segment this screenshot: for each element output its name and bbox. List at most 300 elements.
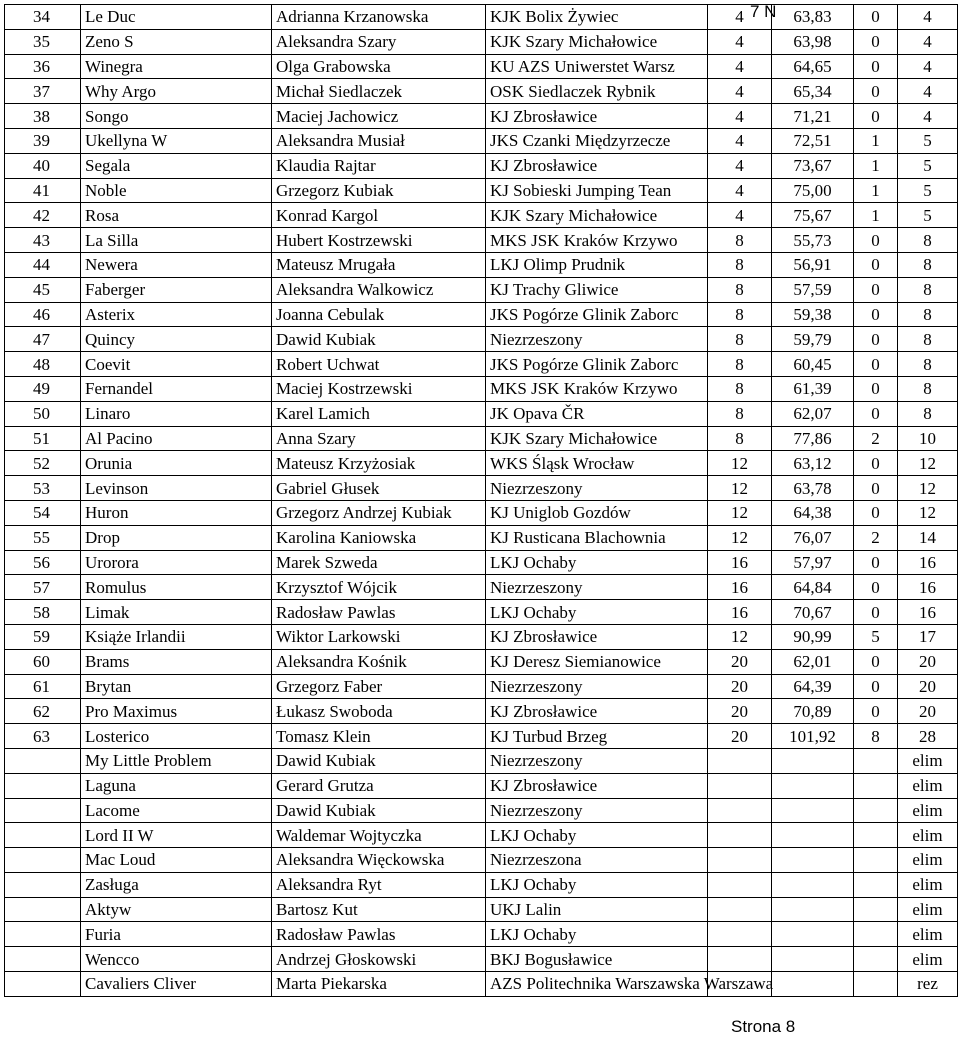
table-row bbox=[5, 228, 958, 253]
cell-total: 8 bbox=[898, 252, 958, 277]
cell-time: 75,00 bbox=[772, 178, 854, 203]
cell-time bbox=[772, 823, 854, 848]
cell-horse: Rosa bbox=[81, 203, 272, 228]
table-row bbox=[5, 376, 958, 401]
cell-place: 56 bbox=[5, 550, 81, 575]
cell-penalty-1: 20 bbox=[708, 699, 772, 724]
cell-rider: Dawid Kubiak bbox=[272, 798, 486, 823]
cell-rider: Andrzej Głoskowski bbox=[272, 947, 486, 972]
cell-penalty-1: 4 bbox=[708, 5, 772, 30]
cell-rider: Wiktor Larkowski bbox=[272, 624, 486, 649]
cell-horse: Al Pacino bbox=[81, 426, 272, 451]
cell-place: 37 bbox=[5, 79, 81, 104]
table-row bbox=[5, 872, 958, 897]
table-row bbox=[5, 153, 958, 178]
cell-club: JKS Pogórze Glinik Zaborc bbox=[486, 302, 708, 327]
cell-place: 45 bbox=[5, 277, 81, 302]
cell-horse: Lacome bbox=[81, 798, 272, 823]
table-row bbox=[5, 674, 958, 699]
cell-total: elim bbox=[898, 823, 958, 848]
results-body bbox=[5, 5, 958, 997]
cell-rider: Gabriel Głusek bbox=[272, 476, 486, 501]
cell-place: 60 bbox=[5, 649, 81, 674]
cell-time: 73,67 bbox=[772, 153, 854, 178]
cell-total: elim bbox=[898, 947, 958, 972]
cell-total: elim bbox=[898, 773, 958, 798]
cell-time: 62,07 bbox=[772, 401, 854, 426]
cell-penalty-1: 4 bbox=[708, 79, 772, 104]
cell-club: LKJ Ochaby bbox=[486, 872, 708, 897]
cell-horse: Wencco bbox=[81, 947, 272, 972]
cell-horse: Orunia bbox=[81, 451, 272, 476]
cell-time bbox=[772, 798, 854, 823]
cell-club: KJ Deresz Siemianowice bbox=[486, 649, 708, 674]
table-row bbox=[5, 128, 958, 153]
cell-place: 42 bbox=[5, 203, 81, 228]
table-row bbox=[5, 426, 958, 451]
cell-penalty-2 bbox=[854, 823, 898, 848]
cell-place: 47 bbox=[5, 327, 81, 352]
cell-penalty-2: 0 bbox=[854, 401, 898, 426]
cell-rider: Aleksandra Więckowska bbox=[272, 848, 486, 873]
cell-penalty-1: 8 bbox=[708, 302, 772, 327]
table-row bbox=[5, 104, 958, 129]
cell-time: 90,99 bbox=[772, 624, 854, 649]
cell-time: 101,92 bbox=[772, 724, 854, 749]
cell-penalty-2: 0 bbox=[854, 5, 898, 30]
cell-club: KJK Szary Michałowice bbox=[486, 426, 708, 451]
cell-time: 77,86 bbox=[772, 426, 854, 451]
cell-club: MKS JSK Kraków Krzywo bbox=[486, 376, 708, 401]
cell-penalty-1: 4 bbox=[708, 104, 772, 129]
cell-club: MKS JSK Kraków Krzywo bbox=[486, 228, 708, 253]
cell-rider: Maciej Kostrzewski bbox=[272, 376, 486, 401]
cell-total: rez bbox=[898, 972, 958, 997]
cell-rider: Olga Grabowska bbox=[272, 54, 486, 79]
cell-penalty-1: 16 bbox=[708, 575, 772, 600]
cell-club: Niezrzeszony bbox=[486, 674, 708, 699]
cell-place: 49 bbox=[5, 376, 81, 401]
cell-penalty-1 bbox=[708, 897, 772, 922]
cell-penalty-2: 0 bbox=[854, 104, 898, 129]
cell-penalty-2: 1 bbox=[854, 128, 898, 153]
cell-place bbox=[5, 897, 81, 922]
cell-rider: Aleksandra Ryt bbox=[272, 872, 486, 897]
cell-place: 48 bbox=[5, 352, 81, 377]
cell-place: 63 bbox=[5, 724, 81, 749]
cell-horse: Laguna bbox=[81, 773, 272, 798]
cell-total: 28 bbox=[898, 724, 958, 749]
cell-total: 12 bbox=[898, 476, 958, 501]
cell-horse: Zeno S bbox=[81, 29, 272, 54]
cell-penalty-2: 0 bbox=[854, 575, 898, 600]
cell-place: 62 bbox=[5, 699, 81, 724]
cell-penalty-1: 8 bbox=[708, 426, 772, 451]
cell-total: 5 bbox=[898, 203, 958, 228]
cell-club: KJ Zbrosławice bbox=[486, 104, 708, 129]
cell-rider: Maciej Jachowicz bbox=[272, 104, 486, 129]
cell-place: 52 bbox=[5, 451, 81, 476]
table-row bbox=[5, 848, 958, 873]
cell-place: 41 bbox=[5, 178, 81, 203]
cell-rider: Anna Szary bbox=[272, 426, 486, 451]
table-row bbox=[5, 897, 958, 922]
cell-penalty-1 bbox=[708, 848, 772, 873]
cell-penalty-2: 0 bbox=[854, 500, 898, 525]
cell-horse: Asterix bbox=[81, 302, 272, 327]
cell-place: 58 bbox=[5, 600, 81, 625]
cell-club: KJ Uniglob Gozdów bbox=[486, 500, 708, 525]
cell-place: 55 bbox=[5, 525, 81, 550]
cell-place bbox=[5, 872, 81, 897]
cell-penalty-1: 8 bbox=[708, 327, 772, 352]
cell-penalty-2: 2 bbox=[854, 426, 898, 451]
table-row bbox=[5, 724, 958, 749]
cell-total: 8 bbox=[898, 352, 958, 377]
cell-penalty-1: 8 bbox=[708, 228, 772, 253]
cell-rider: Marek Szweda bbox=[272, 550, 486, 575]
cell-place bbox=[5, 823, 81, 848]
table-row bbox=[5, 525, 958, 550]
cell-club: KJ Turbud Brzeg bbox=[486, 724, 708, 749]
cell-horse: Newera bbox=[81, 252, 272, 277]
table-row bbox=[5, 401, 958, 426]
cell-time: 64,65 bbox=[772, 54, 854, 79]
cell-club: JK Opava ČR bbox=[486, 401, 708, 426]
cell-place: 34 bbox=[5, 5, 81, 30]
cell-horse: Winegra bbox=[81, 54, 272, 79]
cell-total: 8 bbox=[898, 228, 958, 253]
cell-penalty-2: 0 bbox=[854, 376, 898, 401]
cell-penalty-2 bbox=[854, 922, 898, 947]
cell-rider: Grzegorz Kubiak bbox=[272, 178, 486, 203]
cell-horse: Linaro bbox=[81, 401, 272, 426]
cell-penalty-1: 20 bbox=[708, 724, 772, 749]
cell-horse: Le Duc bbox=[81, 5, 272, 30]
cell-rider: Karolina Kaniowska bbox=[272, 525, 486, 550]
cell-time: 63,12 bbox=[772, 451, 854, 476]
cell-horse: Brytan bbox=[81, 674, 272, 699]
cell-horse: Songo bbox=[81, 104, 272, 129]
cell-horse: Drop bbox=[81, 525, 272, 550]
cell-time: 57,97 bbox=[772, 550, 854, 575]
cell-penalty-2: 0 bbox=[854, 600, 898, 625]
cell-horse: La Silla bbox=[81, 228, 272, 253]
cell-rider: Klaudia Rajtar bbox=[272, 153, 486, 178]
cell-club: JKS Czanki Międzyrzecze bbox=[486, 128, 708, 153]
table-row bbox=[5, 178, 958, 203]
cell-total: 8 bbox=[898, 376, 958, 401]
cell-place bbox=[5, 947, 81, 972]
cell-penalty-1: 4 bbox=[708, 128, 772, 153]
cell-penalty-2: 0 bbox=[854, 228, 898, 253]
cell-penalty-2: 0 bbox=[854, 327, 898, 352]
table-row bbox=[5, 500, 958, 525]
cell-club: BKJ Bogusławice bbox=[486, 947, 708, 972]
cell-penalty-1: 8 bbox=[708, 277, 772, 302]
cell-total: 17 bbox=[898, 624, 958, 649]
cell-club: KJ Rusticana Blachownia bbox=[486, 525, 708, 550]
cell-time bbox=[772, 897, 854, 922]
cell-penalty-2: 0 bbox=[854, 277, 898, 302]
cell-rider: Łukasz Swoboda bbox=[272, 699, 486, 724]
cell-horse: Ukellyna W bbox=[81, 128, 272, 153]
cell-penalty-2: 0 bbox=[854, 29, 898, 54]
cell-time: 64,38 bbox=[772, 500, 854, 525]
cell-club: AZS Politechnika Warszawska Warszawa bbox=[486, 972, 708, 997]
cell-total: elim bbox=[898, 848, 958, 873]
cell-rider: Robert Uchwat bbox=[272, 352, 486, 377]
cell-total: 8 bbox=[898, 401, 958, 426]
cell-club: LKJ Olimp Prudnik bbox=[486, 252, 708, 277]
table-row bbox=[5, 699, 958, 724]
cell-place: 61 bbox=[5, 674, 81, 699]
cell-rider: Radosław Pawlas bbox=[272, 600, 486, 625]
cell-time: 76,07 bbox=[772, 525, 854, 550]
cell-penalty-2: 8 bbox=[854, 724, 898, 749]
cell-club: KJ Zbrosławice bbox=[486, 699, 708, 724]
cell-place bbox=[5, 922, 81, 947]
cell-rider: Tomasz Klein bbox=[272, 724, 486, 749]
cell-rider: Adrianna Krzanowska bbox=[272, 5, 486, 30]
cell-penalty-1: 12 bbox=[708, 624, 772, 649]
cell-penalty-2: 1 bbox=[854, 203, 898, 228]
cell-place bbox=[5, 798, 81, 823]
cell-total: 4 bbox=[898, 79, 958, 104]
cell-penalty-1: 12 bbox=[708, 451, 772, 476]
cell-rider: Karel Lamich bbox=[272, 401, 486, 426]
cell-rider: Krzysztof Wójcik bbox=[272, 575, 486, 600]
cell-total: 16 bbox=[898, 575, 958, 600]
cell-penalty-2: 0 bbox=[854, 302, 898, 327]
cell-total: 5 bbox=[898, 153, 958, 178]
table-row bbox=[5, 302, 958, 327]
cell-total: elim bbox=[898, 897, 958, 922]
cell-time: 55,73 bbox=[772, 228, 854, 253]
cell-horse: Aktyw bbox=[81, 897, 272, 922]
cell-horse: Segala bbox=[81, 153, 272, 178]
cell-club: KJ Zbrosławice bbox=[486, 773, 708, 798]
cell-penalty-1: 4 bbox=[708, 153, 772, 178]
cell-rider: Mateusz Krzyżosiak bbox=[272, 451, 486, 476]
cell-horse: Levinson bbox=[81, 476, 272, 501]
table-row bbox=[5, 277, 958, 302]
cell-total: 4 bbox=[898, 29, 958, 54]
cell-place: 50 bbox=[5, 401, 81, 426]
cell-time: 63,83 bbox=[772, 5, 854, 30]
table-row bbox=[5, 252, 958, 277]
cell-penalty-2: 0 bbox=[854, 674, 898, 699]
cell-time: 56,91 bbox=[772, 252, 854, 277]
cell-penalty-1: 4 bbox=[708, 54, 772, 79]
cell-time: 57,59 bbox=[772, 277, 854, 302]
cell-penalty-2: 0 bbox=[854, 649, 898, 674]
table-row bbox=[5, 5, 958, 30]
cell-horse: Why Argo bbox=[81, 79, 272, 104]
cell-penalty-1: 12 bbox=[708, 476, 772, 501]
cell-total: 20 bbox=[898, 699, 958, 724]
cell-penalty-1: 16 bbox=[708, 600, 772, 625]
cell-total: 5 bbox=[898, 178, 958, 203]
cell-time bbox=[772, 748, 854, 773]
table-row bbox=[5, 922, 958, 947]
cell-time: 71,21 bbox=[772, 104, 854, 129]
cell-total: 12 bbox=[898, 451, 958, 476]
cell-penalty-2: 0 bbox=[854, 476, 898, 501]
cell-rider: Michał Siedlaczek bbox=[272, 79, 486, 104]
cell-horse: Losterico bbox=[81, 724, 272, 749]
cell-penalty-2: 1 bbox=[854, 153, 898, 178]
cell-time: 59,79 bbox=[772, 327, 854, 352]
cell-place: 40 bbox=[5, 153, 81, 178]
cell-club: LKJ Ochaby bbox=[486, 922, 708, 947]
cell-horse: Książe Irlandii bbox=[81, 624, 272, 649]
table-row bbox=[5, 748, 958, 773]
cell-club: UKJ Lalin bbox=[486, 897, 708, 922]
table-row bbox=[5, 823, 958, 848]
cell-time: 60,45 bbox=[772, 352, 854, 377]
cell-penalty-2 bbox=[854, 798, 898, 823]
cell-penalty-1 bbox=[708, 872, 772, 897]
cell-total: 10 bbox=[898, 426, 958, 451]
cell-rider: Marta Piekarska bbox=[272, 972, 486, 997]
cell-penalty-2: 0 bbox=[854, 54, 898, 79]
cell-time: 72,51 bbox=[772, 128, 854, 153]
cell-total: elim bbox=[898, 798, 958, 823]
cell-place: 38 bbox=[5, 104, 81, 129]
cell-place: 53 bbox=[5, 476, 81, 501]
cell-penalty-1: 20 bbox=[708, 674, 772, 699]
cell-place bbox=[5, 748, 81, 773]
cell-penalty-1 bbox=[708, 748, 772, 773]
cell-penalty-1: 8 bbox=[708, 401, 772, 426]
cell-horse: Mac Loud bbox=[81, 848, 272, 873]
cell-penalty-1: 4 bbox=[708, 203, 772, 228]
cell-horse: Huron bbox=[81, 500, 272, 525]
cell-total: 8 bbox=[898, 302, 958, 327]
cell-club: KJK Szary Michałowice bbox=[486, 203, 708, 228]
cell-place: 44 bbox=[5, 252, 81, 277]
cell-time: 64,39 bbox=[772, 674, 854, 699]
cell-horse: Zasługa bbox=[81, 872, 272, 897]
cell-club: KJK Szary Michałowice bbox=[486, 29, 708, 54]
cell-rider: Aleksandra Walkowicz bbox=[272, 277, 486, 302]
cell-rider: Hubert Kostrzewski bbox=[272, 228, 486, 253]
cell-penalty-2 bbox=[854, 872, 898, 897]
cell-time: 63,78 bbox=[772, 476, 854, 501]
cell-penalty-1: 4 bbox=[708, 178, 772, 203]
cell-club: Niezrzeszony bbox=[486, 798, 708, 823]
cell-penalty-1: 4 bbox=[708, 29, 772, 54]
cell-club: KJ Trachy Gliwice bbox=[486, 277, 708, 302]
cell-time bbox=[772, 947, 854, 972]
cell-total: elim bbox=[898, 922, 958, 947]
cell-penalty-2: 0 bbox=[854, 79, 898, 104]
cell-place: 57 bbox=[5, 575, 81, 600]
cell-club: KU AZS Uniwerstet Warsz bbox=[486, 54, 708, 79]
cell-rider: Aleksandra Kośnik bbox=[272, 649, 486, 674]
cell-club: LKJ Ochaby bbox=[486, 550, 708, 575]
cell-total: 16 bbox=[898, 600, 958, 625]
cell-horse: Limak bbox=[81, 600, 272, 625]
cell-club: LKJ Ochaby bbox=[486, 823, 708, 848]
cell-club: KJ Sobieski Jumping Tean bbox=[486, 178, 708, 203]
cell-rider: Dawid Kubiak bbox=[272, 748, 486, 773]
cell-club: KJ Zbrosławice bbox=[486, 153, 708, 178]
cell-place: 59 bbox=[5, 624, 81, 649]
cell-club: KJK Bolix Żywiec bbox=[486, 5, 708, 30]
cell-total: 4 bbox=[898, 5, 958, 30]
cell-time: 75,67 bbox=[772, 203, 854, 228]
cell-time: 62,01 bbox=[772, 649, 854, 674]
cell-time bbox=[772, 848, 854, 873]
cell-time: 65,34 bbox=[772, 79, 854, 104]
cell-horse: Coevit bbox=[81, 352, 272, 377]
cell-rider: Grzegorz Faber bbox=[272, 674, 486, 699]
table-row bbox=[5, 575, 958, 600]
cell-horse: Cavaliers Cliver bbox=[81, 972, 272, 997]
cell-horse: My Little Problem bbox=[81, 748, 272, 773]
cell-place: 35 bbox=[5, 29, 81, 54]
cell-horse: Pro Maximus bbox=[81, 699, 272, 724]
results-table bbox=[4, 4, 958, 997]
cell-rider: Gerard Grutza bbox=[272, 773, 486, 798]
corner-note: 7 N bbox=[750, 2, 777, 21]
cell-penalty-2: 0 bbox=[854, 550, 898, 575]
cell-penalty-2: 0 bbox=[854, 352, 898, 377]
table-row bbox=[5, 773, 958, 798]
cell-total: elim bbox=[898, 748, 958, 773]
cell-penalty-1 bbox=[708, 823, 772, 848]
cell-penalty-1: 12 bbox=[708, 500, 772, 525]
cell-time: 64,84 bbox=[772, 575, 854, 600]
cell-rider: Radosław Pawlas bbox=[272, 922, 486, 947]
table-row bbox=[5, 79, 958, 104]
cell-club: LKJ Ochaby bbox=[486, 600, 708, 625]
table-row bbox=[5, 649, 958, 674]
page-number: Strona 8 bbox=[731, 1017, 796, 1036]
table-row bbox=[5, 972, 958, 997]
cell-time bbox=[772, 872, 854, 897]
cell-place bbox=[5, 848, 81, 873]
cell-penalty-1 bbox=[708, 773, 772, 798]
cell-rider: Grzegorz Andrzej Kubiak bbox=[272, 500, 486, 525]
cell-penalty-2: 5 bbox=[854, 624, 898, 649]
cell-total: 8 bbox=[898, 277, 958, 302]
cell-total: 16 bbox=[898, 550, 958, 575]
table-row bbox=[5, 54, 958, 79]
cell-rider: Waldemar Wojtyczka bbox=[272, 823, 486, 848]
cell-total: 8 bbox=[898, 327, 958, 352]
cell-place: 43 bbox=[5, 228, 81, 253]
cell-penalty-2 bbox=[854, 748, 898, 773]
cell-penalty-1: 20 bbox=[708, 649, 772, 674]
table-row bbox=[5, 327, 958, 352]
cell-horse: Urorora bbox=[81, 550, 272, 575]
cell-penalty-2: 0 bbox=[854, 451, 898, 476]
cell-penalty-2 bbox=[854, 773, 898, 798]
cell-total: 20 bbox=[898, 649, 958, 674]
cell-time: 63,98 bbox=[772, 29, 854, 54]
table-row bbox=[5, 947, 958, 972]
cell-place bbox=[5, 773, 81, 798]
table-row bbox=[5, 476, 958, 501]
table-row bbox=[5, 203, 958, 228]
cell-penalty-2: 2 bbox=[854, 525, 898, 550]
cell-horse: Romulus bbox=[81, 575, 272, 600]
cell-horse: Quincy bbox=[81, 327, 272, 352]
cell-horse: Fernandel bbox=[81, 376, 272, 401]
